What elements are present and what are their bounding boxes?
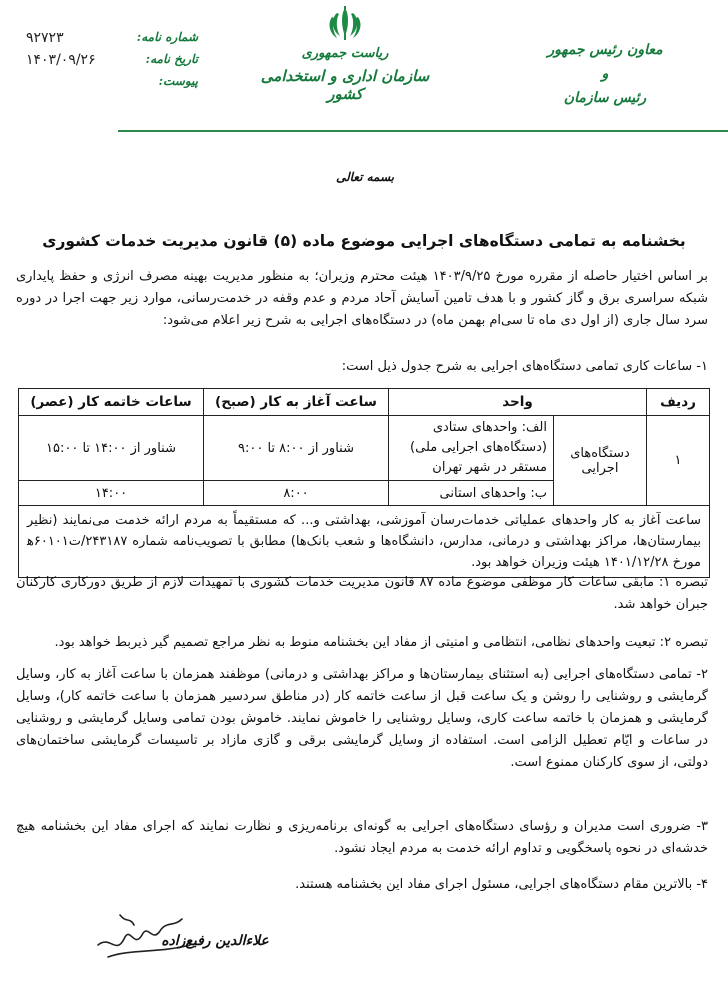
letter-date-row — [18, 52, 198, 74]
unit-b-cell: ب: واحدهای استانی — [389, 481, 554, 506]
table-row — [19, 416, 710, 481]
table-note: ساعت آغاز به کار واحدهای عملیاتی خدمات‌رسان آموزشی، بهداشتی و... که مستقیماً به مردم ارائه خدمت می‌نمایند (نظیر بیمارستان‌ها، مراکز بهداشتی و درمانی، مدارس، دانشگاه‌ها و شعب بانک‌ها) مطابق با تصویب‌نامه شماره ۲۴۳۱۸۷/ت۶۰۱۰۱ه‍ مورخ ۱۴۰۱/۱۲/۲۸ هیئت وزیران خواهد بود. — [19, 506, 710, 578]
sender-title-line3: رئیس سازمان — [563, 90, 647, 106]
signatory-name: علاءالدین رفیع‌زاده — [161, 933, 269, 949]
document-title: بخشنامه به تمامی دستگاه‌های اجرایی موضوع ماده (۵) قانون مدیریت خدمات کشوری — [42, 232, 686, 250]
sender-title-line2: و — [601, 66, 609, 82]
table-header-row — [19, 389, 710, 416]
header-divider — [118, 130, 728, 132]
end-b-cell: ۱۴:۰۰ — [19, 481, 204, 506]
row-number: ۱ — [647, 416, 710, 506]
attachment-label: پیوست: — [158, 74, 198, 88]
item-3: ۳- ضروری است مدیران و رؤسای دستگاه‌های اجرایی به گونه‌ای برنامه‌ریزی و نظارت نمایند که اجرای مفاد این بخشنامه هیچ خدشه‌ای در نحوه پاسخگویی و تداوم ارائه خدمت به مردم ایجاد نشود. — [16, 819, 708, 856]
sender-title-line1: معاون رئیس جمهور — [547, 42, 663, 58]
work-hours-table — [18, 388, 710, 578]
item-2: ۲- تمامی دستگاه‌های اجرایی (به استثنای بیمارستان‌ها و مراکز بهداشتی و درمانی) موظفند همزمان با ساعت آغاز به کار، وسایل گرمایشی و روشنایی را روشن و یک ساعت قبل از ساعت خاتمه کار (در مناطق سردسیر همزمان با ساعت خاتمه کار)، وسایل گرمایشی و همزمان با خاتمه ساعت کاری، وسایل روشنایی را خاموش نمایند. خاموش بودن تمامی وسایل گرمایشی و روشنایی در ساعات و ایّام تعطیل الزامی است. استفاده از وسایل گرمایشی برقی و گازی مازاد بر تاسیسات گرمایشی ساختمان‌های دولتی، از سوی کارکنان ممنوع است. — [16, 667, 708, 770]
letter-date: ۱۴۰۳/۰۹/۲۶ — [26, 52, 96, 68]
letter-date-label: تاریخ نامه: — [145, 52, 198, 66]
presidency-label: ریاست جمهوری — [301, 46, 389, 61]
group-cell: دستگاه‌های اجرایی — [554, 416, 647, 506]
item-1: ۱- ساعات کاری تمامی دستگاه‌های اجرایی به شرح جدول ذیل است: — [341, 359, 708, 374]
iran-emblem-icon — [325, 4, 365, 44]
organization-header — [250, 4, 440, 103]
start-b-cell: ۸:۰۰ — [204, 481, 389, 506]
col-header-start: ساعت آغاز به کار (صبح) — [204, 389, 389, 416]
note-1: تبصره ۱: مابقی ساعات کار موظفی موضوع ماده ۸۷ قانون مدیریت خدمات کشوری با تمهیدات لازم از طریق دورکاری کارکنان جبران خواهد شد. — [16, 575, 709, 612]
salutation: بسمه تعالی — [335, 170, 395, 184]
letter-number-label: شماره نامه: — [136, 30, 198, 44]
note-2: تبصره ۲: تبعیت واحدهای نظامی، انتظامی و امنیتی از مفاد این بخشنامه منوط به نظر مراجع تصمیم گیر ذیربط خواهد بود. — [54, 635, 708, 650]
item-4: ۴- بالاترین مقام دستگاه‌های اجرایی، مسئول اجرای مفاد این بخشنامه هستند. — [295, 877, 708, 892]
col-header-row: ردیف — [647, 389, 710, 416]
unit-a-cell: الف: واحدهای ستادی (دستگاه‌های اجرایی ملی) مستقر در شهر تهران — [389, 416, 554, 481]
letter-number: ۹۲۷۲۳ — [26, 30, 64, 46]
attachment-row — [18, 74, 198, 96]
organization-name: سازمان اداری و استخدامی کشور — [260, 67, 430, 103]
start-a-cell: شناور از ۸:۰۰ تا ۹:۰۰ — [204, 416, 389, 481]
sender-title — [530, 38, 680, 110]
letter-meta — [18, 30, 198, 96]
table-note-row — [19, 506, 710, 578]
col-header-end: ساعات خاتمه کار (عصر) — [19, 389, 204, 416]
letter-number-row — [18, 30, 198, 52]
end-a-cell: شناور از ۱۴:۰۰ تا ۱۵:۰۰ — [19, 416, 204, 481]
col-header-unit: واحد — [389, 389, 647, 416]
intro-paragraph: بر اساس اختیار حاصله از مقرره مورخ ۱۴۰۳/۹/۲۵ هیئت محترم وزیران؛ به منظور مدیریت بهینه مصرف انرژی و حفظ پایداری شبکه سراسری برق و گاز کشور و با هدف تامین آسایش آحاد مردم و عدم وقفه در خدمت‌رسانی، موارد زیر جهت اجرا در دوره سرد سال جاری (از اول دی ماه تا سی‌ام بهمن ماه) در دستگاه‌های اجرایی به شرح زیر اعلام می‌شود: — [16, 269, 708, 328]
